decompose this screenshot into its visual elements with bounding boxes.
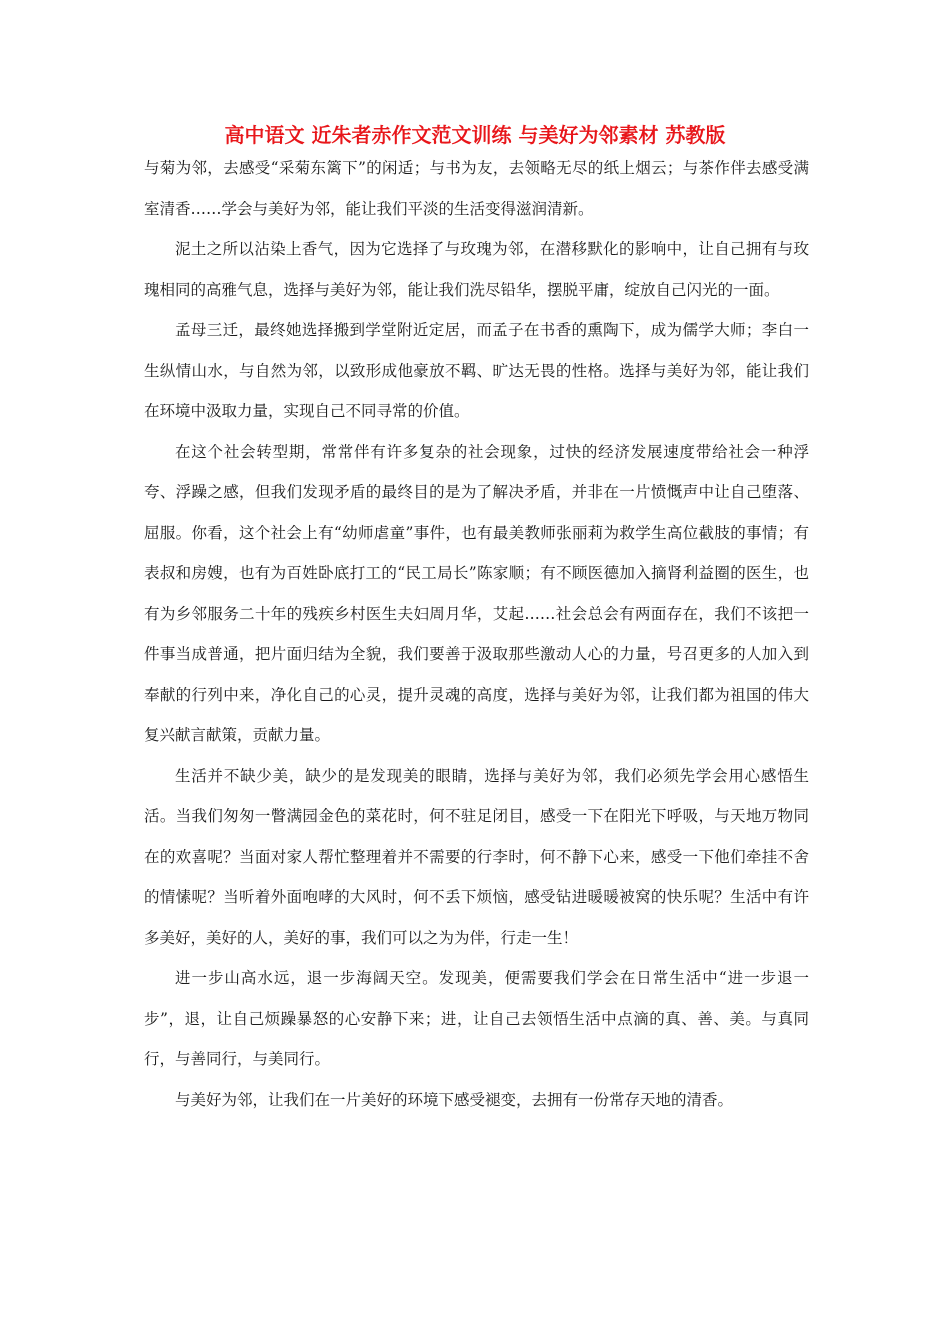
paragraph-6: 进一步山高水远，退一步海阔天空。发现美，便需要我们学会在日常生活中“进一步退一步”，退，让自己烦躁暴怒的心安静下来；进，让自己去领悟生活中点滴的真、善、美。与真同行，与善同行，与美同行。 <box>144 969 809 1068</box>
paragraph-1: 与菊为邻，去感受“采菊东篱下”的闲适；与书为友，去领略无尽的纸上烟云；与茶作伴去感受满室清香……学会与美好为邻，能让我们平淡的生活变得滋润清新。 <box>144 159 809 218</box>
paragraph-2: 泥土之所以沾染上香气，因为它选择了与玫瑰为邻，在潜移默化的影响中，让自己拥有与玫瑰相同的高雅气息，选择与美好为邻，能让我们洗尽铅华，摆脱平庸，绽放自己闪光的一面。 <box>144 240 809 299</box>
paragraph-7: 与美好为邻，让我们在一片美好的环境下感受褪变，去拥有一份常存天地的清香。 <box>175 1090 734 1109</box>
document-body <box>144 148 809 1120</box>
document-title: 高中语文 近朱者赤作文范文训练 与美好为邻素材 苏教版 <box>224 123 726 147</box>
paragraph-3: 孟母三迁，最终她选择搬到学堂附近定居，而孟子在书香的熏陶下，成为儒学大师；李白一生纵情山水，与自然为邻，以致形成他豪放不羁、旷达无畏的性格。选择与美好为邻，能让我们在环境中汲取力量，实现自己不同寻常的价值。 <box>144 321 809 420</box>
paragraph-5: 生活并不缺少美，缺少的是发现美的眼睛，选择与美好为邻，我们必须先学会用心感悟生活。当我们匆匆一瞥满园金色的菜花时，何不驻足闭目，感受一下在阳光下呼吸，与天地万物同在的欢喜呢？当面对家人帮忙整理着并不需要的行李时，何不静下心来，感受一下他们牵挂不舍的情愫呢？当听着外面咆哮的大风时，何不丢下烦恼，感受钻进暖暖被窝的快乐呢？生活中有许多美好，美好的人，美好的事，我们可以之为为伴，行走一生！ <box>144 766 809 947</box>
paragraph-4: 在这个社会转型期，常常伴有许多复杂的社会现象，过快的经济发展速度带给社会一种浮夸、浮躁之感，但我们发现矛盾的最终目的是为了解决矛盾，并非在一片愤慨声中让自己堕落、屈服。你看，这个社会上有“幼师虐童”事件，也有最美教师张丽莉为救学生高位截肢的事情；有表叔和房嫂，也有为百姓卧底打工的“民工局长”陈家顺；有不顾医德加入摘肾利益圈的医生，也有为乡邻服务二十年的残疾乡村医生夫妇周月华，艾起……社会总会有两面存在，我们不该把一件事当成普通，把片面归结为全貌，我们要善于汲取那些激动人心的力量，号召更多的人加入到奉献的行列中来，净化自己的心灵，提升灵魂的高度，选择与美好为邻，让我们都为祖国的伟大复兴献言献策，贡献力量。 <box>144 442 809 744</box>
